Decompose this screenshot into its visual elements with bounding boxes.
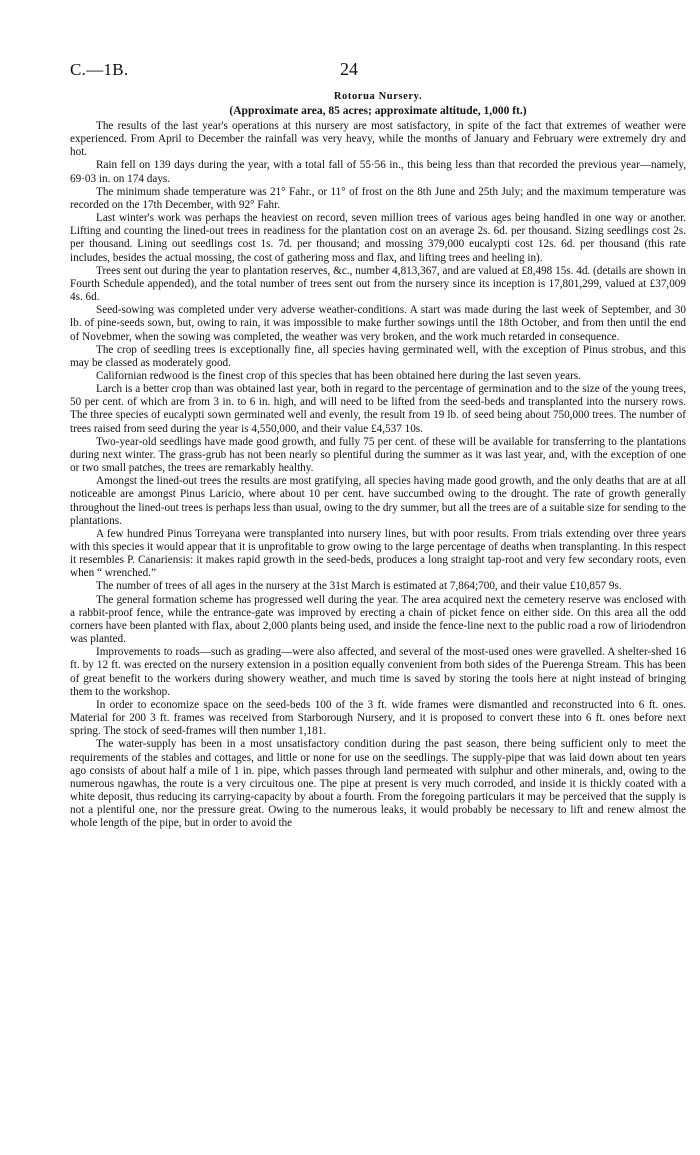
paragraph: The crop of seedling trees is exceptionally fine, all species having germinated well, with the exception of Pinus strobus, and this may be classed as moderately good. (70, 343, 686, 369)
paragraph: The general formation scheme has progressed well during the year. The area acquired next the cemetery reserve was enclosed with a rabbit-proof fence, while the entrance-gate was improved by erecting a chain of picket fence on either side. On this area all the odd corners have been planted with flax, about 2,000 plants being used, and inside the fence-line next to the public road a row of liriodendron was planted. (70, 593, 686, 646)
paragraph: Californian redwood is the finest crop of this species that has been obtained here during the last seven years. (96, 369, 581, 382)
section-subtitle: (Approximate area, 85 acres; approximate altitude, 1,000 ft.) (229, 105, 527, 117)
paragraph: In order to economize space on the seed-beds 100 of the 3 ft. wide frames were dismantled and reconstructed into 6 ft. ones. Material for 200 3 ft. frames was received from Starborough Nursery, and it is proposed to convert these into 6 ft. ones before next spring. The stock of seed-frames will then number 1,181. (70, 698, 686, 738)
paragraph: The water-supply has been in a most unsatisfactory condition during the past season, there being sufficient only to meet the requirements of the stables and cottages, and little or none for use on the seedlings. The supply-pipe that was laid down about ten years ago consists of about half a mile of 1 in. pipe, which passes through land permeated with sulphur and other minerals, and, owing to the numerous ngawhas, the route is a very circuitous one. The pipe at present is very much corroded, and inside it is thickly coated with a white deposit, thus reducing its carrying-capacity by about a fourth. From the foregoing particulars it may be perceived that the supply is not a plentiful one, nor the pressure great. Owing to the numerous leaks, it would probably be necessary to lift and renew almost the whole length of the pipe, but in order to avoid the (70, 738, 686, 830)
paragraph: Rain fell on 139 days during the year, with a total fall of 55·56 in., this being less than that recorded the previous year—namely, 69·03 in. on 174 days. (70, 159, 686, 185)
paragraph: The minimum shade temperature was 21° Fahr., or 11° of frost on the 8th June and 25th July; and the maximum temperature was recorded on the 17th December, with 92° Fahr. (70, 185, 686, 211)
section-title: Rotorua Nursery. (333, 91, 423, 102)
document-code: C.—1B. (70, 60, 129, 79)
paragraph: Last winter's work was perhaps the heaviest on record, seven million trees of various ages being handled in one way or another. Lifting and counting the lined-out trees in readiness for the plantation cost on an average 2s. 6d. per thousand. Sizing seedlings cost 2s. per thousand. Lining out seedlings cost 1s. 7d. per thousand; and mossing 379,000 eucalypti cost 12s. 6d. per thousand (this rate includes, besides the actual mossing, the cost of gathering moss and flax, and lifting trees and heeling in). (70, 212, 686, 264)
body-text (70, 120, 686, 830)
page-number: 24 (340, 59, 358, 79)
page-header (70, 60, 686, 88)
paragraph: Improvements to roads—such as grading—were also affected, and several of the most-used ones were gravelled. A shelter-shed 16 ft. by 12 ft. was erected on the nursery extension in a position equally convenient from both sides of the Puerenga Stream. This has been of great benefit to the workers during showery weather, and much time is saved by storing the tools here at night instead of bringing them to the workshop. (70, 646, 686, 698)
paragraph: Trees sent out during the year to plantation reserves, &c., number 4,813,367, and are valued at £8,498 15s. 4d. (details are shown in Fourth Schedule appended), and the total number of trees sent out from the nursery since its inception is 17,801,299, valued at £37,009 4s. 6d. (70, 264, 686, 304)
paragraph: The results of the last year's operations at this nursery are most satisfactory, in spite of the fact that extremes of weather were experienced. From April to December the rainfall was very heavy, while the months of January and February were extremely dry and hot. (70, 120, 686, 159)
paragraph: The number of trees of all ages in the nursery at the 31st March is estimated at 7,864;700, and their value £10,857 9s. (96, 580, 622, 593)
paragraph: Seed-sowing was completed under very adverse weather-conditions. A start was made during the last week of September, and 30 lb. of pine-seeds sown, but, owing to rain, it was impossible to make further sowings until the 18th October, and from then until the end of Novebmer, when the sowing was completed, the weather was very broken, and the work much retarded in consequence. (70, 304, 686, 343)
paragraph: A few hundred Pinus Torreyana were transplanted into nursery lines, but with poor results. From trials extending over three years with this species it would appear that it is unprofitable to grow owing to the large percentage of deaths when transplanting. In this respect it resembles P. Canariensis: it makes rapid growth in the seed-beds, produces a long straight tap-root and very few secondary roots, even when “ wrenched.” (70, 527, 686, 580)
paragraph: Two-year-old seedlings have made good growth, and fully 75 per cent. of these will be available for transferring to the plantations during next winter. The grass-grub has not been nearly so plentiful during the summer as it was last year, and, with the exception of one or two small patches, the trees are remarkably healthy. (70, 435, 686, 475)
paragraph: Amongst the lined-out trees the results are most gratifying, all species having made good growth, and the only deaths that are at all noticeable are amongst Pinus Laricio, where about 10 per cent. have succumbed owing to the drought. The rate of growth generally throughout the lined-out trees is perhaps less than usual, owing to the dry summer, but all the trees are of a suitable size for sending to the plantations. (70, 475, 686, 527)
paragraph: Larch is a better crop than was obtained last year, both in regard to the percentage of germination and to the size of the young trees, 50 per cent. of which are from 3 in. to 6 in. high, and will need to be lifted from the seed-beds and transplanted into the nursery rows. The three species of eucalypti sown germinated well and evenly, the result from 19 lb. of seed being about 750,000 trees. The number of trees raised from seed during the year is 4,550,000, and their value £4,537 10s. (70, 383, 686, 435)
